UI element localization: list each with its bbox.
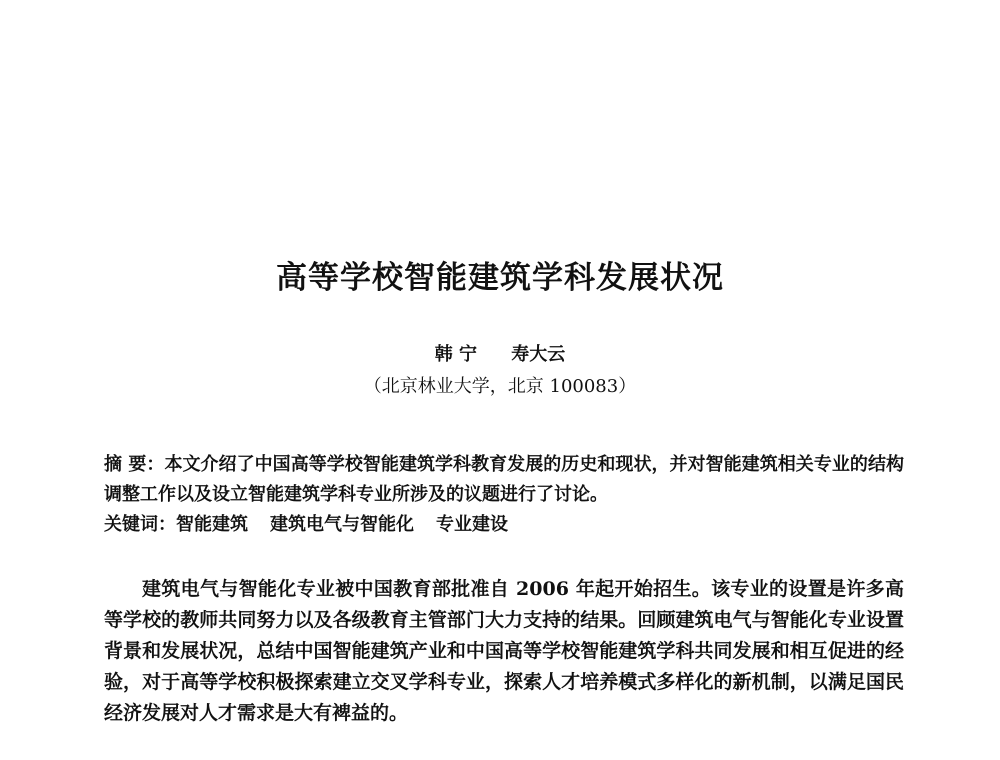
body-paragraph: 建筑电气与智能化专业被中国教育部批准自 2006 年起开始招生。该专业的设置是许多高等学校的教师共同努力以及各级教育主管部门大力支持的结果。回顾建筑电气与智能化专业设置背景和发展状况，总结中国智能建筑产业和中国高等学校智能建筑学科共同发展和相互促进的经验，对于高等学校积极探索建立交叉学科专业，探索人才培养模式多样化的新机制，以满足国民经济发展对人才需求是大有裨益的。 [104, 578, 904, 724]
affiliation: （北京林业大学，北京 100083） [363, 376, 637, 397]
keywords-label: 关键词： [104, 514, 176, 535]
abstract [104, 450, 904, 510]
keyword-item: 专业建设 [436, 514, 508, 535]
author-name: 韩 宁 [434, 344, 477, 365]
keywords [104, 510, 904, 540]
abstract-label: 摘 要： [104, 454, 165, 475]
author-name: 寿大云 [511, 344, 566, 365]
keyword-item: 智能建筑 [176, 514, 248, 535]
abstract-text: 本文介绍了中国高等学校智能建筑学科教育发展的历史和现状，并对智能建筑相关专业的结构调整工作以及设立智能建筑学科专业所涉及的议题进行了讨论。 [104, 454, 904, 505]
paper-title: 高等学校智能建筑学科发展状况 [276, 260, 724, 296]
keyword-item: 建筑电气与智能化 [270, 514, 414, 535]
author-list [0, 340, 1000, 366]
